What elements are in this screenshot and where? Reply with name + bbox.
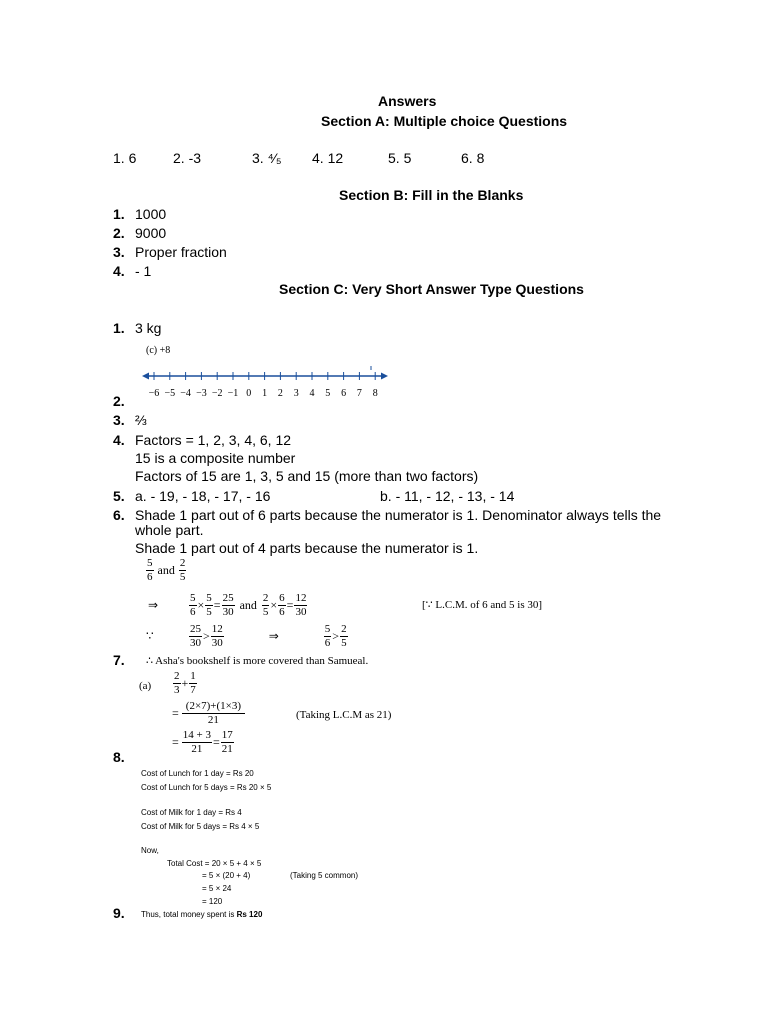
total-cost-step-2: = 5 × 24 bbox=[202, 884, 232, 893]
number-line-tick-label: −6 bbox=[148, 388, 160, 399]
bookshelf-conclusion: ∴ Asha's bookshelf is more covered than Samueal. bbox=[146, 655, 369, 667]
part-a-label: (a) bbox=[139, 680, 152, 692]
number-line-figure bbox=[140, 366, 390, 402]
fill-number-4: 4. bbox=[113, 263, 125, 279]
cost-line-3: Cost of Milk for 1 day = Rs 4 bbox=[141, 808, 242, 817]
vsa-number-6: 6. bbox=[113, 507, 125, 523]
lcm-21-note: (Taking L.C.M as 21) bbox=[296, 709, 392, 721]
vsa-answer-3: ⅔ bbox=[135, 412, 147, 428]
factors-line-2: 15 is a composite number bbox=[135, 450, 296, 466]
vsa-answer-1: 3 kg bbox=[135, 320, 162, 336]
vsa-answer-5a: a. - 19, - 18, - 17, - 16 bbox=[135, 488, 271, 504]
vsa-number-1: 1. bbox=[113, 320, 125, 336]
section-c-heading: Section C: Very Short Answer Type Questions bbox=[279, 281, 584, 297]
section-b-heading: Section B: Fill in the Blanks bbox=[339, 187, 524, 203]
fill-answer-2: 9000 bbox=[135, 225, 167, 241]
mcq-answer-4: 4. 12 bbox=[312, 150, 344, 166]
mcq-answer-3: 3. ⁴⁄₅ bbox=[252, 150, 282, 166]
mcq-answer-1: 1. 6 bbox=[113, 150, 137, 166]
factors-line-3: Factors of 15 are 1, 3, 5 and 15 (more than two factors) bbox=[135, 468, 479, 484]
addition-step-2: = $\frac{14 + 3}{21}$ = $\frac{17}{21}$ bbox=[172, 729, 233, 755]
total-cost-step-1: = 5 × (20 + 4) bbox=[202, 871, 251, 880]
number-line-tick-label: −1 bbox=[227, 388, 239, 399]
vsa-number-3: 3. bbox=[113, 412, 125, 428]
vsa-number-9: 9. bbox=[113, 905, 125, 921]
lcm-note: [∵ L.C.M. of 6 and 5 is 30] bbox=[422, 599, 543, 611]
number-line-tick-label: 0 bbox=[246, 388, 252, 399]
fill-answer-1: 1000 bbox=[135, 206, 167, 222]
cost-line-2: Cost of Lunch for 5 days = Rs 20 × 5 bbox=[141, 783, 272, 792]
cost-line-4: Cost of Milk for 5 days = Rs 4 × 5 bbox=[141, 822, 260, 831]
total-spent-line: Thus, total money spent is Rs 120 bbox=[141, 910, 263, 919]
fill-answer-3: Proper fraction bbox=[135, 244, 227, 260]
vsa-number-5: 5. bbox=[113, 488, 125, 504]
vsa-number-8: 8. bbox=[113, 749, 125, 765]
factors-line-1: Factors = 1, 2, 3, 4, 6, 12 bbox=[135, 432, 292, 448]
lcm-conversion-row: ⇒ $\frac{5}{6}$ × $\frac{5}{5}$ = $\frac{25}{30}$ and $\frac{2}{5}$ × $\frac{6}{6}$ = $\frac{12}{30}$ bbox=[148, 592, 307, 618]
number-line-tick-label: 6 bbox=[341, 388, 347, 399]
fill-number-3: 3. bbox=[113, 244, 125, 260]
shade-line-1: Shade 1 part out of 6 parts because the numerator is 1. Denominator always tells the bbox=[135, 507, 662, 523]
number-line-left-arrow bbox=[142, 373, 149, 380]
fill-number-1: 1. bbox=[113, 206, 125, 222]
cost-line-1: Cost of Lunch for 1 day = Rs 20 bbox=[141, 769, 254, 778]
cost-now-label: Now, bbox=[141, 846, 159, 855]
number-line-tick-label: 5 bbox=[325, 388, 331, 399]
fill-answer-4: - 1 bbox=[135, 263, 152, 279]
taking-common-note: (Taking 5 common) bbox=[290, 871, 359, 880]
shade-line-3: Shade 1 part out of 4 parts because the numerator is 1. bbox=[135, 540, 479, 556]
mcq-answer-2: 2. -3 bbox=[173, 150, 202, 166]
number-line-tick-label: 1 bbox=[262, 388, 268, 399]
addition-expression: $\frac{2}{3}$ + $\frac{1}{7}$ bbox=[174, 670, 196, 696]
section-a-heading: Section A: Multiple choice Questions bbox=[321, 113, 568, 129]
number-line-label: (c) +8 bbox=[146, 345, 171, 356]
total-cost-step-3: = 120 bbox=[202, 897, 223, 906]
total-cost-line: Total Cost = 20 × 5 + 4 × 5 bbox=[167, 859, 262, 868]
number-line-tick-label: 3 bbox=[293, 388, 299, 399]
number-line-tick-label: −2 bbox=[211, 388, 223, 399]
number-line-tick-label: 7 bbox=[356, 388, 362, 399]
number-line-tick-label: −3 bbox=[196, 388, 207, 399]
vsa-number-2: 2. bbox=[113, 393, 125, 409]
number-line-tick-label: 2 bbox=[277, 388, 283, 399]
mcq-answer-6: 6. 8 bbox=[461, 150, 485, 166]
fill-number-2: 2. bbox=[113, 225, 125, 241]
number-line-tick-label: 4 bbox=[309, 388, 315, 399]
mcq-answer-5: 5. 5 bbox=[388, 150, 412, 166]
number-line-right-arrow bbox=[381, 373, 388, 380]
vsa-number-7: 7. bbox=[113, 652, 125, 668]
comparison-row: ∵ $\frac{25}{30}$ > $\frac{12}{30}$ ⇒ $\frac{5}{6}$ > $\frac{2}{5}$ bbox=[146, 623, 347, 649]
shade-line-2: whole part. bbox=[135, 522, 204, 538]
number-line-tick-label: −5 bbox=[164, 388, 176, 399]
number-line-tick-label: 8 bbox=[372, 388, 378, 399]
addition-step-1: = $\frac{(2\times 7)+(1\times 3)}{21}$ bbox=[172, 701, 246, 726]
vsa-number-4: 4. bbox=[113, 432, 125, 448]
page-title: Answers bbox=[378, 93, 437, 109]
vsa-answer-5b: b. - 11, - 12, - 13, - 14 bbox=[380, 488, 515, 504]
fraction-pair: $\frac{5}{6}$ and $\frac{2}{5}$ bbox=[147, 557, 186, 583]
number-line-tick-label: −4 bbox=[180, 388, 191, 399]
